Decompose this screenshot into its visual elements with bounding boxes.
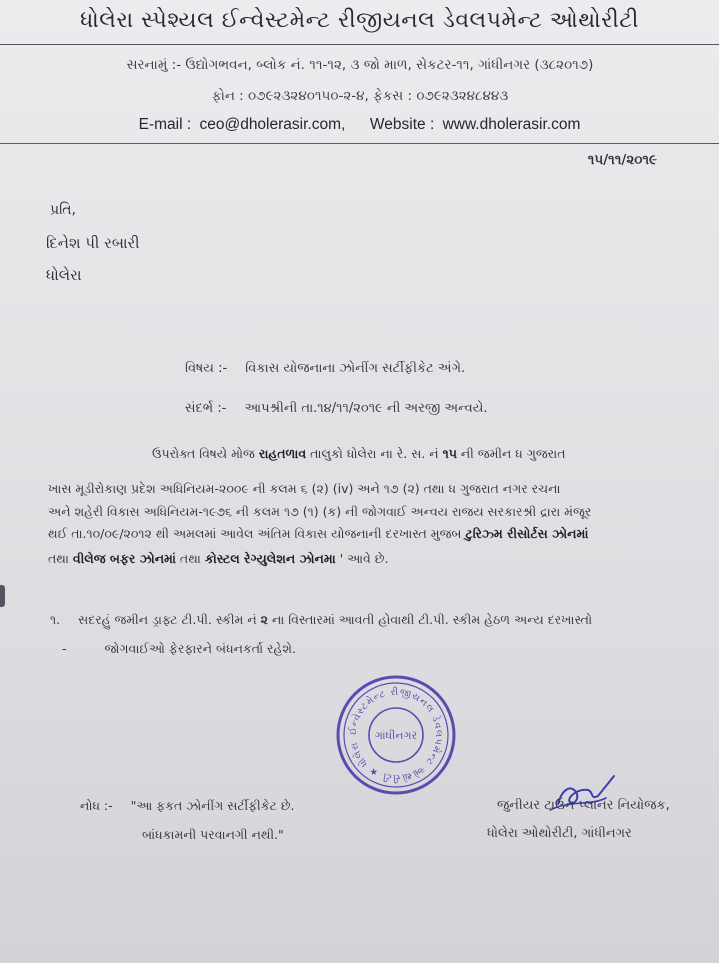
letterhead-rule-top bbox=[0, 44, 719, 45]
official-seal-stamp bbox=[333, 672, 459, 798]
note-text-1: "આ ફકત ઝોનીંગ સર્ટીફીકેટ છે. bbox=[130, 798, 295, 813]
subject-row bbox=[185, 361, 465, 376]
body-line-1: ઉપરોક્ત વિષયે મોજ રાહતળાવ તાલુકો ધોલેરા ના રે. સ. નં ૧૫ ની જમીન ધ ગુજરાત bbox=[152, 446, 566, 461]
letterhead-rule-bottom bbox=[0, 143, 719, 144]
signatory-office: ધોલેરા ઓથોરીટી, ગાંધીનગર bbox=[487, 826, 632, 841]
website-label: Website : bbox=[369, 116, 435, 133]
village-name: રાહતળાવ bbox=[258, 446, 307, 461]
subject-label: વિષય :- bbox=[185, 361, 228, 376]
letterhead-address: સરનામું :- ઉદ્યોગભવન, બ્લોક નં. ૧૧-૧૨, ૩ જો માળ, સેકટર-૧૧, ગાંધીનગર (૩૮૨૦૧૭) bbox=[126, 57, 594, 73]
recipient-label: પ્રતિ, bbox=[50, 202, 76, 218]
letter-date: ૧૫/૧૧/૨૦૧૯ bbox=[587, 152, 657, 168]
reference-label: સંદર્ભ :- bbox=[185, 401, 227, 416]
body-line-5: તથા વીલેજ બફર ઝોનમાં તથા કોસ્ટલ રેગ્યુલેશન ઝોનમા ' આવે છે. bbox=[48, 551, 389, 566]
reference-text: આપશ્રીની તા.૧૪/૧૧/૨૦૧૯ ની અરજી અન્વયે. bbox=[244, 401, 488, 416]
letterhead-contact-line bbox=[0, 116, 719, 134]
note-line-1 bbox=[80, 798, 294, 814]
note-label: નોધ :- bbox=[80, 798, 113, 813]
signatory-designation: જુનીયર ટાઉન પ્લાનર નિયોજક, bbox=[497, 798, 670, 813]
subject-text: વિકાસ યોજનાના ઝોનીંગ સર્ટીફીકેટ અંગે. bbox=[245, 361, 466, 376]
body-line-3: અને શહેરી વિકાસ અધિનિયમ-૧૯૭૬ ની કલમ ૧૭ (૧) (ક) ની જોગવાઈ અન્વય રાજય સરકારશ્રી દ્રારા મંજૂર bbox=[48, 504, 592, 519]
zone-tourism: ટુરિઝ્મ રીસોર્ટસ ઝોનમાં bbox=[465, 526, 589, 541]
body-line-2: ખાસ મૂડીરોકાણ પ્રદેશ અધિનિયમ-૨૦૦૯ ની કલમ ૬ (૨) (iv) અને ૧૭ (૨) તથા ધ ગુજરાત નગર રચના bbox=[48, 481, 561, 496]
condition-item-1-cont: - જોગવાઈઓ ફેરફારને બંધનકર્તા રહેશે. bbox=[62, 641, 297, 656]
letterhead-phone-fax: ફોન : ૦૭૯૨૩૨૪૦૧૫૦-૨-૪, ફેકસ : ૦૭૯૨૩૨૪૮૪૪૩ bbox=[211, 88, 509, 104]
recipient-name: દિનેશ પી રબારી bbox=[46, 234, 140, 252]
body-line-4: થઈ તા.૧૦/૦૯/૨૦૧૨ થી અમલમાં આવેલ અંતિમ વિકાસ યોજનાની દરખાસ્ત મુજબ ટુરિઝ્મ રીસોર્ટસ ઝોનમાં bbox=[48, 526, 589, 541]
letterhead-title: ધોલેરા સ્પેશ્યલ ઈન્વેસ્ટમેન્ટ રીજીયનલ ડેવલપમેન્ટ ઓથોરીટી bbox=[80, 8, 639, 33]
svg-text:ઈન્વેસ્ટમેન્ટ રીજીયનલ ડેવલપમેન: ઈન્વેસ્ટમેન્ટ રીજીયનલ ડેવલપમેન્ટ ઓથોરીટી ★ ધોલેરા bbox=[347, 686, 445, 784]
recipient-place: ધોલેરા bbox=[46, 266, 82, 284]
condition-item-1: ૧. સદરહું જમીન ડ્રાફ્ટ ટી.પી. સ્કીમ નં ૨ ના વિસ્તારમાં આવતી હોવાથી ટી.પી. સ્કીમ હેઠળ અન્ય દરખાસ્તો bbox=[50, 612, 593, 627]
zone-village-buffer: વીલેજ બફર ઝોનમાં bbox=[72, 551, 176, 566]
margin-mark bbox=[0, 585, 5, 607]
website-address: www.dholerasir.com bbox=[442, 116, 581, 133]
email-label: E-mail : bbox=[138, 116, 192, 133]
reference-row bbox=[185, 401, 488, 416]
condition-number: ૧. bbox=[50, 612, 61, 627]
email-address: ceo@dholerasir.com, bbox=[199, 116, 346, 133]
zone-coastal-regulation: કોસ્ટલ રેગ્યુલેશન ઝોનમા bbox=[204, 551, 336, 566]
survey-number: ૧૫ bbox=[442, 446, 457, 461]
seal-center-text: ગાંધીનગર bbox=[374, 729, 418, 742]
note-line-2: બાંધકામની પરવાનગી નથી." bbox=[142, 827, 284, 842]
